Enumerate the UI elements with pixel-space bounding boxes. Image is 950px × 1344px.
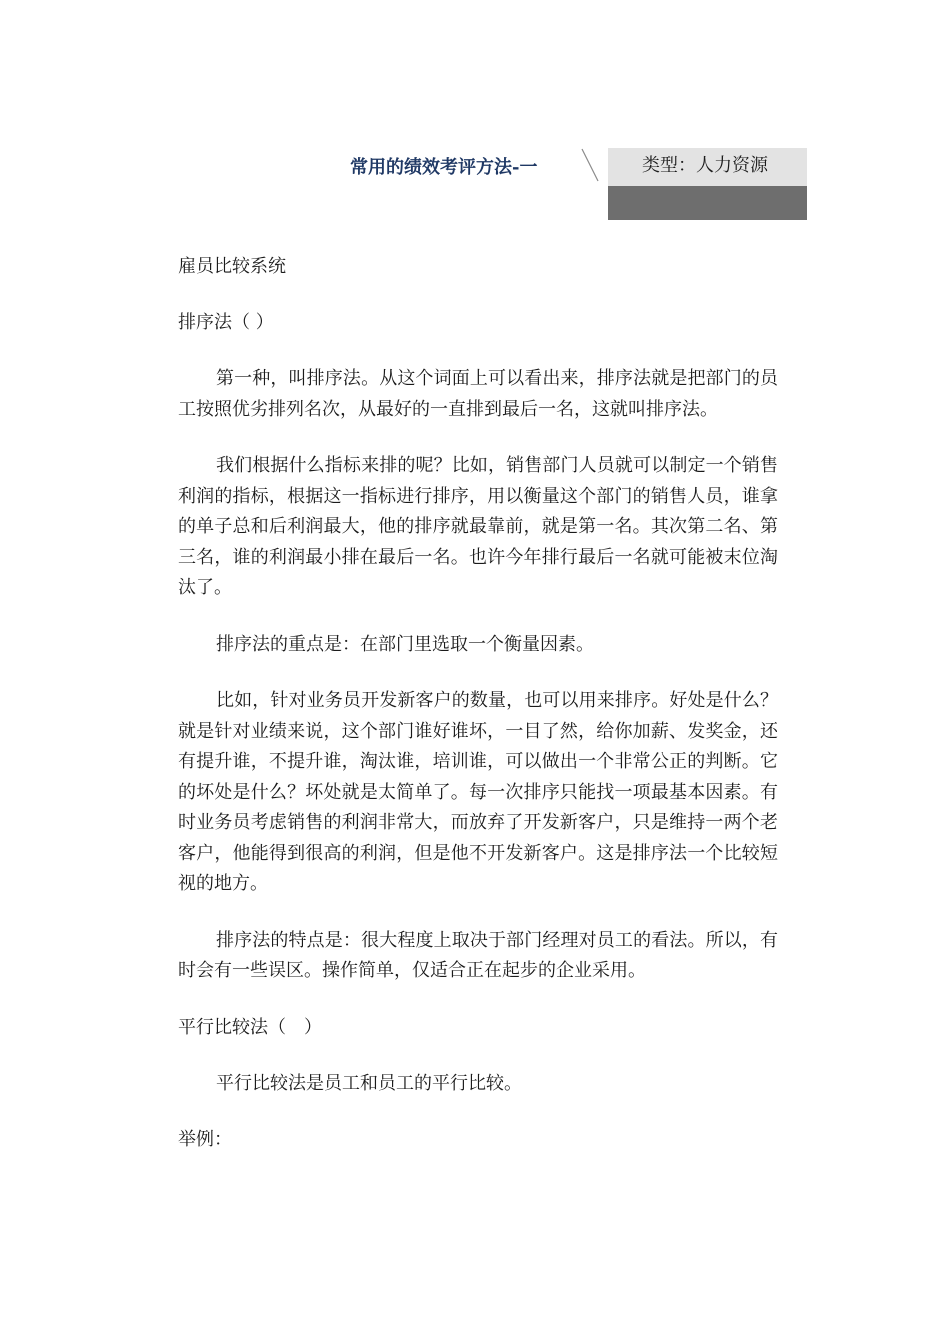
paragraph: 平行比较法是员工和员工的平行比较。 xyxy=(216,1072,522,1094)
section-heading-example: 举例： xyxy=(178,1129,232,1150)
document-body xyxy=(178,252,778,1181)
section-heading-ranking-method: 排序法（ ） xyxy=(178,312,274,333)
paragraph: 比如，针对业务员开发新客户的数量，也可以用来排序。好处是什么？就是针对业绩来说，这个部门谁好谁坏，一目了然，给你加薪、发奖金，还有提升谁，不提升谁，淘汰谁，培训谁，可以做出一个非常公正的判断。它的坏处是什么？坏处就是太简单了。每一次排序只能找一项最基本因素。有时业务员考虑销售的利润非常大，而放弃了开发新客户，只是维持一两个老客户，他能得到很高的利润，但是他不开发新客户。这是排序法一个比较短视的地方。 xyxy=(178,690,778,894)
section-heading-parallel-comparison: 平行比较法（ ） xyxy=(178,1016,322,1038)
section-heading-employee-comparison: 雇员比较系统 xyxy=(178,256,286,277)
category-box xyxy=(608,148,807,186)
paragraph: 我们根据什么指标来排的呢？比如，销售部门人员就可以制定一个销售利润的指标，根据这一指标进行排序，用以衡量这个部门的销售人员，谁拿的单子总和后利润最大，他的排序就最靠前，就是第一名。其次第二名、第三名，谁的利润最小排在最后一名。也许今年排行最后一名就可能被末位淘汰了。 xyxy=(178,455,778,598)
header-divider-slash xyxy=(578,148,608,182)
paragraph: 排序法的重点是：在部门里选取一个衡量因素。 xyxy=(216,633,594,655)
category-bar xyxy=(608,186,807,220)
paragraph: 第一种，叫排序法。从这个词面上可以看出来，排序法就是把部门的员工按照优劣排列名次，从最好的一直排到最后一名，这就叫排序法。 xyxy=(178,368,778,420)
category-label: 类型：人力资源 xyxy=(642,155,768,176)
paragraph: 排序法的特点是：很大程度上取决于部门经理对员工的看法。所以，有时会有一些误区。操作简单，仅适合正在起步的企业采用。 xyxy=(178,929,778,981)
document-title: 常用的绩效考评方法-一 xyxy=(350,157,538,178)
